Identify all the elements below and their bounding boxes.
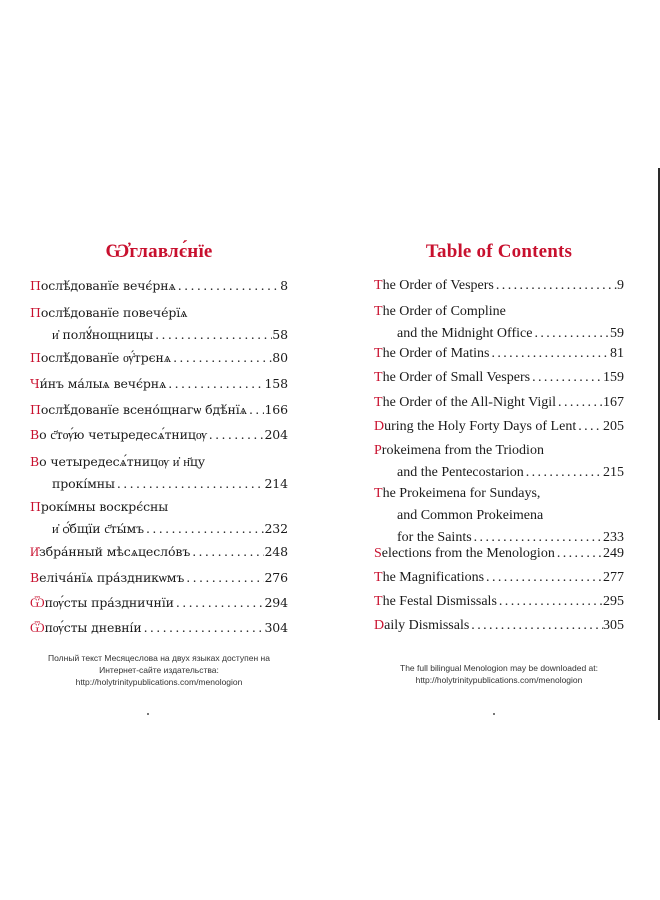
toc-entry[interactable] xyxy=(30,496,288,540)
page-number: 249 xyxy=(603,546,624,561)
entry-text: пѹ́сты дневні́и xyxy=(44,620,142,635)
toc-entry[interactable] xyxy=(30,592,288,614)
page-title: Table of Contents xyxy=(425,241,573,262)
leader-dots xyxy=(494,275,617,297)
toc-entry[interactable] xyxy=(374,591,624,613)
toc-entry[interactable] xyxy=(30,424,288,446)
leader-dots xyxy=(247,399,265,421)
leader-dots xyxy=(171,347,272,369)
leader-dots xyxy=(142,617,265,639)
entry-text: elections from the Menologion xyxy=(381,546,555,561)
leader-dots xyxy=(532,323,610,345)
entry-text: о с҃тѹ́ю четыредесѧ́тницѹ xyxy=(39,427,207,442)
entry-text: еліча́нїѧ пра́здникѡмъ xyxy=(39,570,185,585)
red-initial: В xyxy=(30,570,40,585)
page-number: 305 xyxy=(603,618,624,633)
entry-text: he Festal Dismissals xyxy=(382,594,497,609)
entry-text: ослѣ́дованїе вечє́рнѧ xyxy=(40,278,176,293)
red-initial: И҆ xyxy=(30,544,39,559)
entry-text: ослѣ́дованїе всено́щнагѡ бдѣ́нїѧ xyxy=(40,402,247,417)
red-initial: T xyxy=(374,395,383,410)
entry-text: рокі́мны воскрє́сны xyxy=(40,499,169,514)
toc-entry[interactable] xyxy=(30,373,288,395)
page-number: 166 xyxy=(264,402,288,417)
leader-dots xyxy=(497,591,603,613)
red-initial: T xyxy=(374,346,383,361)
page-mark xyxy=(147,713,149,715)
footnote xyxy=(30,652,288,688)
red-initial: T xyxy=(374,594,383,609)
toc-entry[interactable] xyxy=(30,451,288,495)
leader-dots xyxy=(176,275,280,297)
red-initial: S xyxy=(374,546,382,561)
leader-dots xyxy=(207,424,265,446)
page-number: 295 xyxy=(603,594,624,609)
red-initial: T xyxy=(374,486,383,501)
entry-text: и҆ ѻ҆́бщїи с҃ты́мъ xyxy=(52,521,144,536)
entry-text: и́нъ ма́лыѧ вечє́рнѧ xyxy=(39,376,167,391)
toc-entry[interactable] xyxy=(30,567,288,589)
entry-text: rokeimena from the Triodion xyxy=(381,443,544,458)
red-initial: Ч xyxy=(30,376,40,391)
red-initial: T xyxy=(374,278,383,293)
red-initial: П xyxy=(30,499,41,514)
page-number: 215 xyxy=(603,465,624,480)
entry-text: збра́нный мѣсѧцесло́въ xyxy=(38,544,191,559)
toc-entry[interactable] xyxy=(30,541,288,563)
red-initial: П xyxy=(30,350,41,365)
leader-dots xyxy=(469,615,603,637)
footnote-url[interactable]: http://holytrinitypublications.com/menologion xyxy=(75,677,243,687)
toc-entry[interactable] xyxy=(374,275,624,297)
page-number: 58 xyxy=(272,327,288,342)
toc-entry[interactable] xyxy=(374,615,624,637)
page-number: 8 xyxy=(280,278,288,293)
leader-dots xyxy=(166,373,264,395)
entry-text: aily Dismissals xyxy=(384,618,470,633)
english-page xyxy=(374,0,624,900)
red-initial: D xyxy=(374,618,385,633)
entry-text: ослѣ́дованїе повече́рїѧ xyxy=(40,305,188,320)
page-number: 159 xyxy=(603,370,624,385)
leader-dots xyxy=(556,392,603,414)
red-initial: В xyxy=(30,454,40,469)
leader-dots xyxy=(190,541,264,563)
red-initial: В xyxy=(30,427,40,442)
entry-text: he Order of Small Vespers xyxy=(382,370,531,385)
entry-text: пѹ́сты пра́здничнїи xyxy=(44,595,174,610)
toc-entry[interactable] xyxy=(374,343,624,365)
toc-entry[interactable] xyxy=(30,617,288,639)
entry-text: и҆ полꙋ́нощницы xyxy=(52,327,154,342)
footnote xyxy=(374,662,624,686)
page-mark xyxy=(493,713,495,715)
toc-entry[interactable] xyxy=(30,302,288,346)
page-number: 205 xyxy=(603,419,624,434)
leader-dots xyxy=(144,518,264,540)
page-number: 304 xyxy=(264,620,288,635)
toc-entry[interactable] xyxy=(374,416,624,438)
slavonic-page xyxy=(30,0,288,900)
page-title: Ѡ҆главлє́нїе xyxy=(105,241,213,262)
page-number: 167 xyxy=(603,395,624,410)
entry-text: for the Saints xyxy=(397,530,472,545)
footnote-url[interactable]: http://holytrinitypublications.com/menologion xyxy=(415,675,583,685)
page-number: 59 xyxy=(610,326,624,341)
leader-dots xyxy=(115,473,265,495)
entry-text: and Common Prokeimena xyxy=(397,508,544,523)
red-initial: П xyxy=(30,278,41,293)
toc-entry[interactable] xyxy=(30,399,288,421)
toc-entry[interactable] xyxy=(374,483,624,549)
leader-dots xyxy=(576,416,603,438)
entry-text: о четыредесѧ́тницѹ и҆ н҃цу xyxy=(39,454,206,469)
leader-dots xyxy=(489,343,610,365)
page-number: 158 xyxy=(264,376,288,391)
page-number: 294 xyxy=(264,595,288,610)
leader-dots xyxy=(174,592,265,614)
leader-dots xyxy=(484,567,603,589)
toc-entry[interactable] xyxy=(374,440,624,484)
red-initial: П xyxy=(30,305,41,320)
page-number: 232 xyxy=(264,521,288,536)
entry-text: uring the Holy Forty Days of Lent xyxy=(384,419,577,434)
page-number: 214 xyxy=(264,476,288,491)
leader-dots xyxy=(530,367,603,389)
entry-text: he Prokeimena for Sundays, xyxy=(382,486,541,501)
entry-text: he Order of Compline xyxy=(382,304,506,319)
entry-text: he Order of Matins xyxy=(382,346,490,361)
leader-dots xyxy=(524,462,603,484)
footnote-line: Полный текст Месяцеслова на двух языках доступен на xyxy=(48,653,270,663)
page-number: 81 xyxy=(610,346,624,361)
red-initial: P xyxy=(374,443,382,458)
entry-text: прокі́мны xyxy=(52,476,115,491)
toc-entry[interactable] xyxy=(30,275,288,297)
leader-dots xyxy=(153,324,272,346)
page-number: 204 xyxy=(264,427,288,442)
red-initial: Ѿ xyxy=(30,595,45,610)
entry-text: and the Pentecostarion xyxy=(397,465,524,480)
page-number: 248 xyxy=(264,544,288,559)
leader-dots xyxy=(555,543,603,565)
leader-dots xyxy=(184,567,264,589)
page-number: 233 xyxy=(603,530,624,545)
toc-entry[interactable] xyxy=(374,567,624,589)
red-initial: T xyxy=(374,370,383,385)
toc-entry[interactable] xyxy=(30,347,288,369)
footnote-line: Интернет-сайте издательства: xyxy=(99,665,219,675)
toc-entry[interactable] xyxy=(374,367,624,389)
red-initial: Ѿ xyxy=(30,620,45,635)
red-initial: П xyxy=(30,402,41,417)
toc-entry[interactable] xyxy=(374,392,624,414)
toc-entry[interactable] xyxy=(374,301,624,345)
entry-text: he Order of the All-Night Vigil xyxy=(382,395,557,410)
entry-text: ослѣ́дованїе ѹ҆́трєнѧ xyxy=(40,350,172,365)
footnote-line: The full bilingual Menologion may be downloaded at: xyxy=(400,663,598,673)
entry-text: and the Midnight Office xyxy=(397,326,533,341)
page-number: 9 xyxy=(617,278,624,293)
entry-text: he Order of Vespers xyxy=(382,278,494,293)
red-initial: T xyxy=(374,304,383,319)
red-initial: D xyxy=(374,419,385,434)
toc-entry[interactable] xyxy=(374,543,624,565)
entry-text: he Magnifications xyxy=(382,570,485,585)
red-initial: T xyxy=(374,570,383,585)
page-number: 276 xyxy=(264,570,288,585)
page-number: 277 xyxy=(603,570,624,585)
page-number: 80 xyxy=(272,350,288,365)
